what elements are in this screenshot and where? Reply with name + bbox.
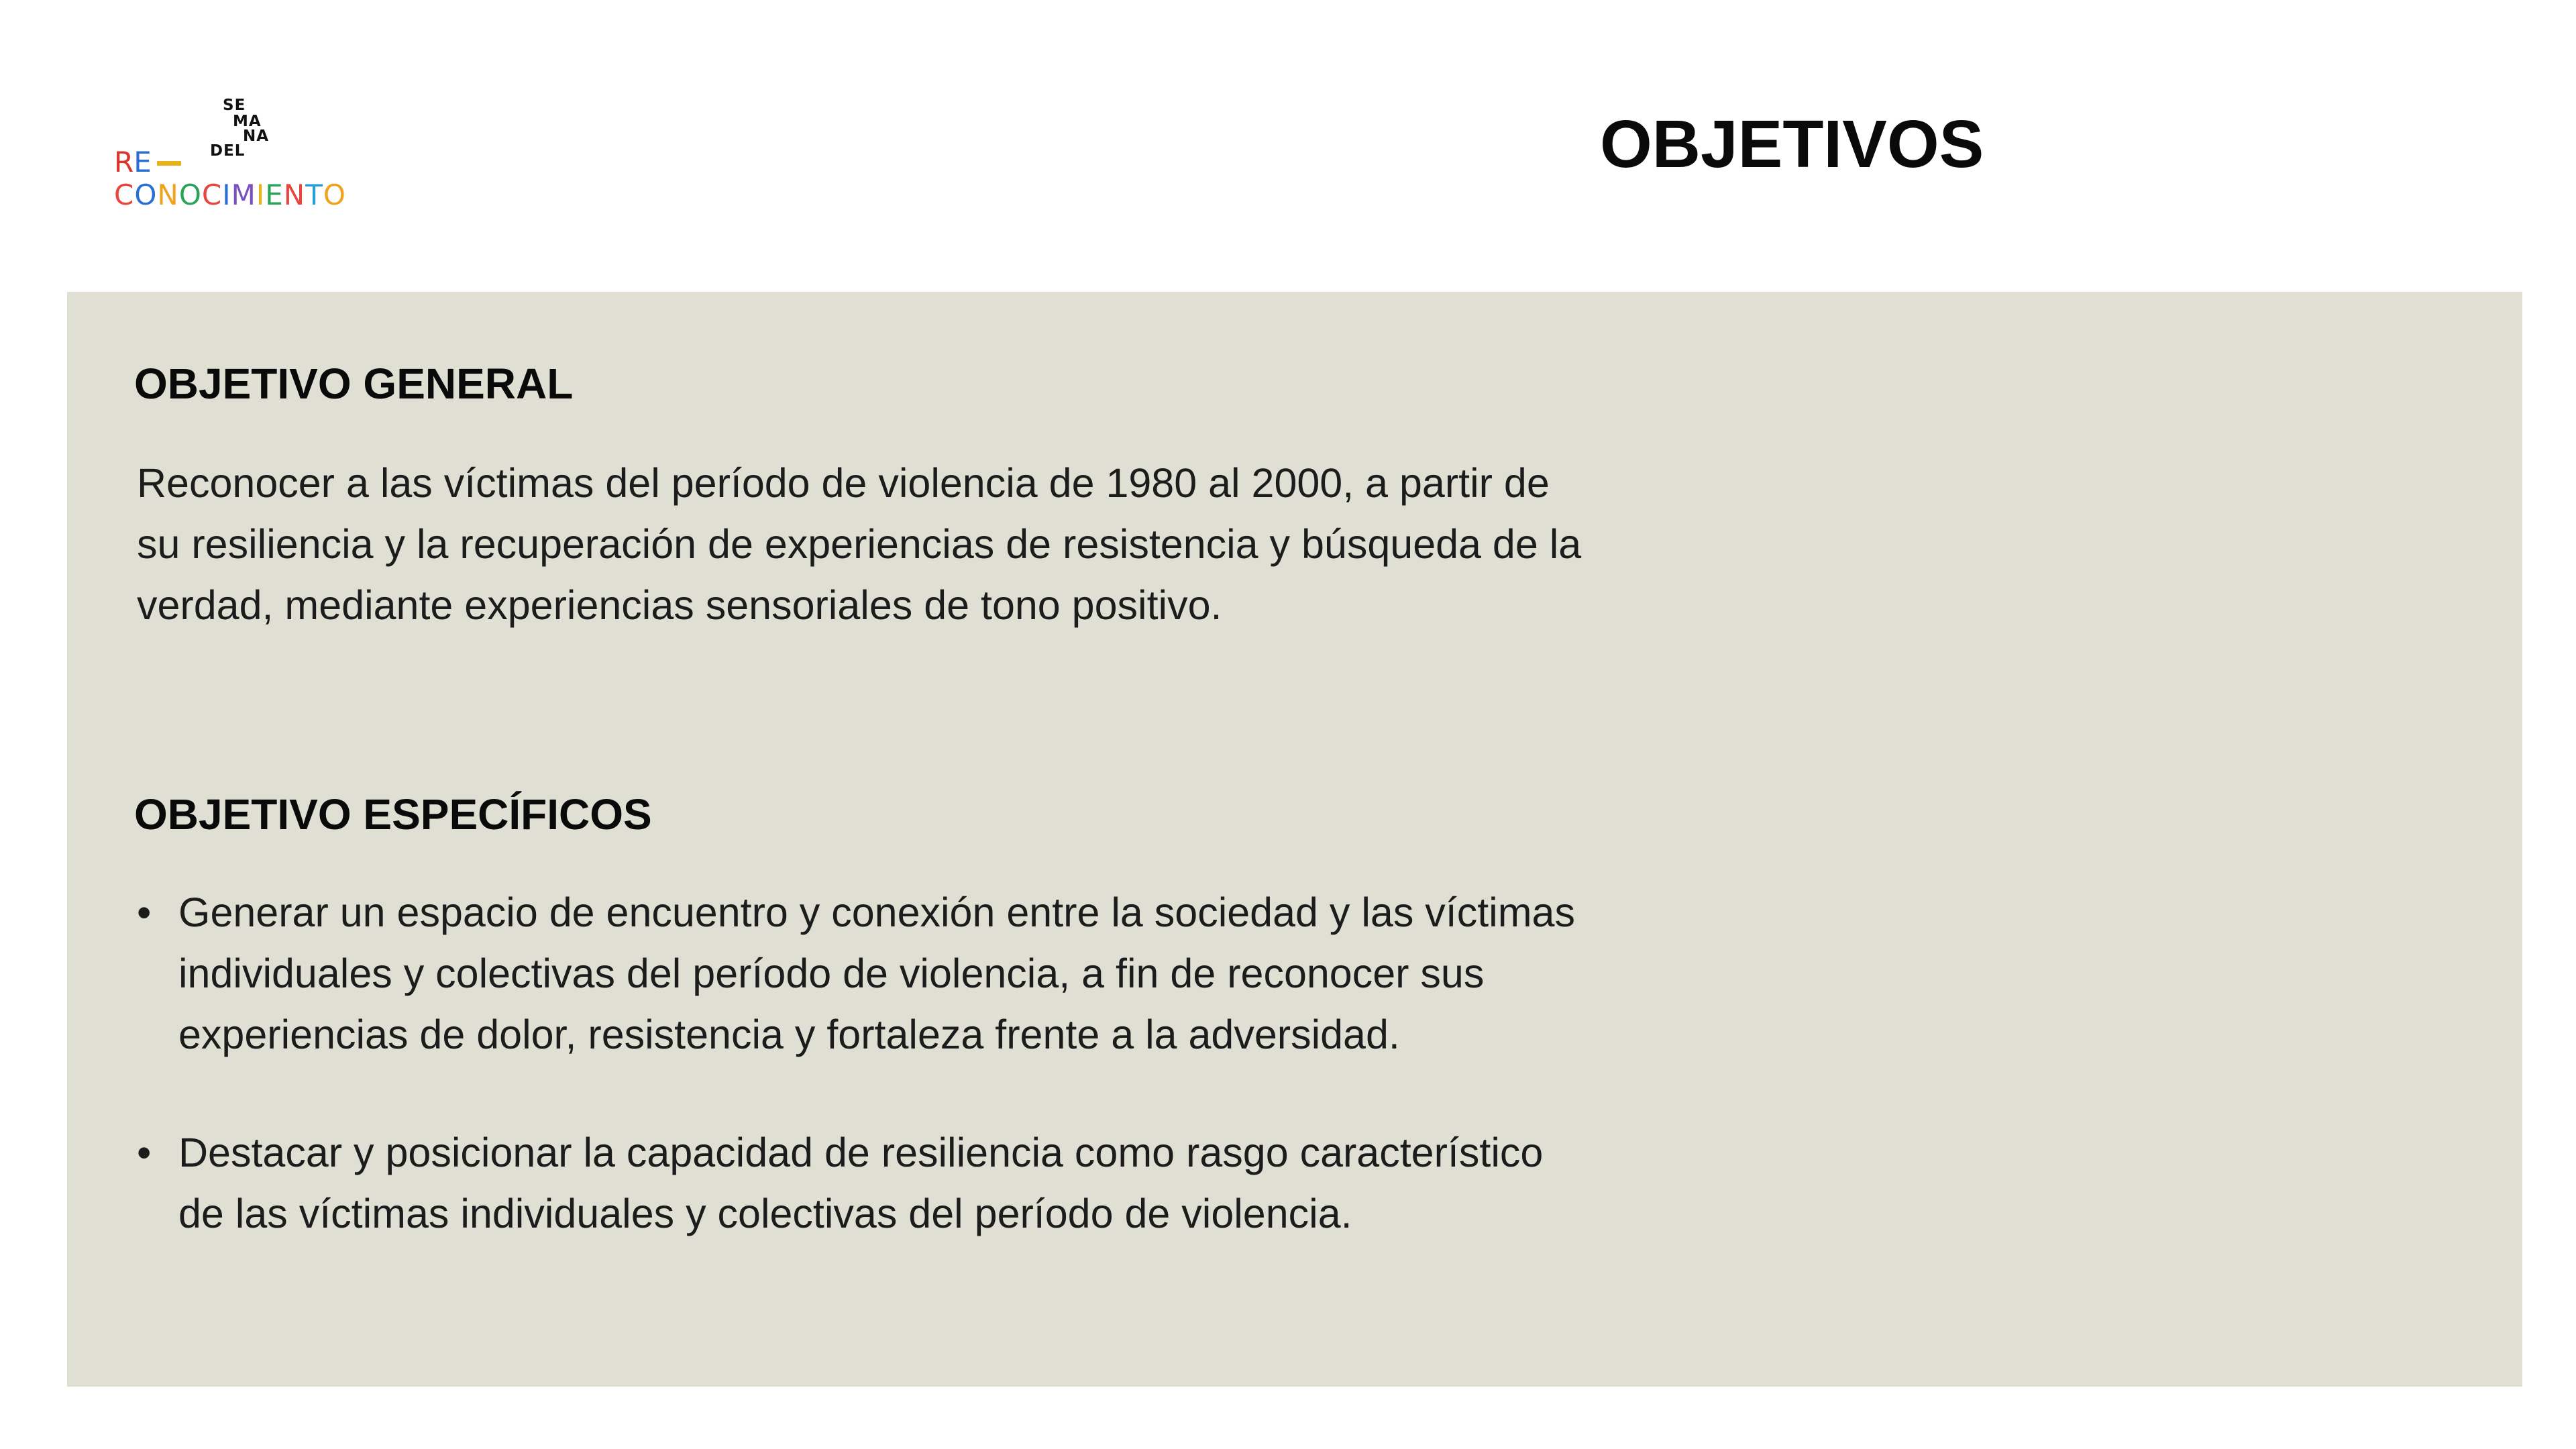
- logo-letter: E: [133, 146, 152, 178]
- text-line: verdad, mediante experiencias sensoriales de tono positivo.: [137, 582, 1222, 628]
- logo-letter: N: [283, 178, 306, 211]
- logo-letter: T: [305, 178, 323, 211]
- specific-objectives-heading: OBJETIVO ESPECÍFICOS: [134, 790, 652, 839]
- logo-letter: O: [178, 178, 202, 211]
- text-line: su resiliencia y la recuperación de experiencias de resistencia y búsqueda de la: [137, 521, 1582, 567]
- bullet-icon: •: [137, 1130, 152, 1175]
- logo-letter: E: [265, 178, 284, 211]
- logo-letter: M: [231, 178, 256, 211]
- general-objective-text: [137, 453, 1747, 636]
- logo-letter: O: [134, 178, 158, 211]
- logo-re-prefix: [114, 148, 181, 177]
- logo-letter: C: [201, 178, 223, 211]
- list-item: [137, 882, 1747, 1065]
- logo-letters-del: DEL: [210, 142, 246, 160]
- bullet-icon: •: [137, 890, 152, 935]
- logo-letter: C: [114, 178, 135, 211]
- logo-letter: I: [222, 178, 231, 211]
- logo-letter: N: [157, 178, 179, 211]
- logo-letters-na: NA: [243, 127, 270, 145]
- text-line: Reconocer a las víctimas del período de violencia de 1980 al 2000, a partir de: [137, 460, 1550, 506]
- page-title: OBJETIVOS: [1600, 107, 1984, 182]
- specific-objectives-list: [137, 882, 1747, 1244]
- general-objective-heading: OBJETIVO GENERAL: [134, 360, 574, 408]
- text-line: de las víctimas individuales y colectivas del período de violencia.: [178, 1191, 1352, 1236]
- text-line: Generar un espacio de encuentro y conexión entre la sociedad y las víctimas: [178, 890, 1575, 935]
- logo-letter: O: [323, 178, 346, 211]
- objectives-panel: [67, 292, 2522, 1387]
- logo-word-conocimiento: [114, 180, 346, 211]
- logo-letter: I: [256, 178, 266, 211]
- logo-dash: [157, 161, 181, 166]
- logo-letters-ma: MA: [233, 113, 262, 130]
- list-item: [137, 1122, 1747, 1244]
- text-line: individuales y colectivas del período de violencia, a fin de reconocer sus: [178, 951, 1485, 996]
- text-line: Destacar y posicionar la capacidad de resiliencia como rasgo característico: [178, 1130, 1544, 1175]
- logo-letter: R: [114, 146, 134, 178]
- brand-logo: [114, 94, 409, 215]
- text-line: experiencias de dolor, resistencia y fortaleza frente a la adversidad.: [178, 1012, 1400, 1057]
- logo-letters-se: SE: [223, 97, 246, 114]
